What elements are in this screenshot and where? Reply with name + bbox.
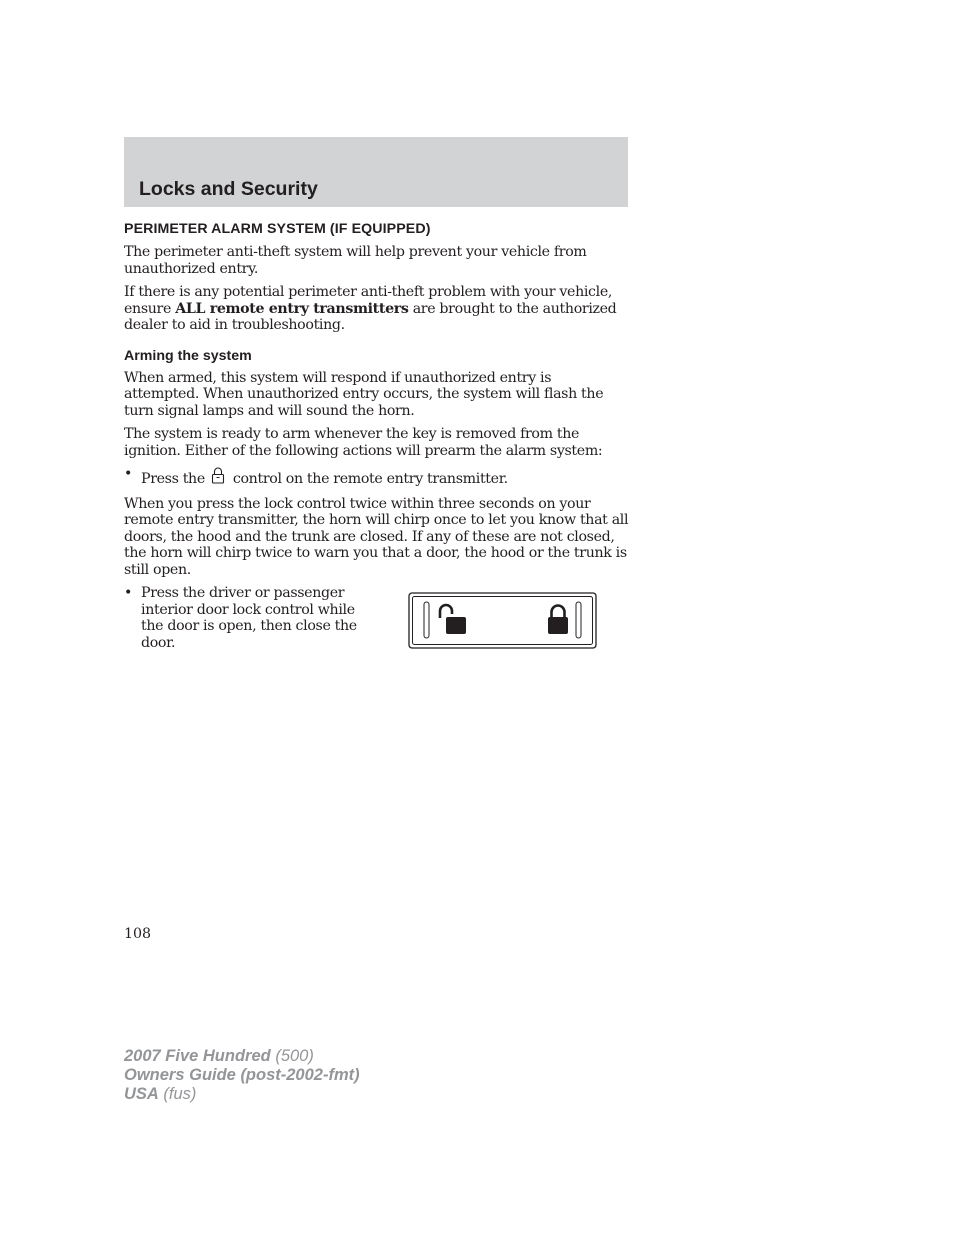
document-footer (124, 1047, 360, 1104)
bullet-text (141, 466, 508, 488)
chapter-title: Locks and Security (139, 178, 318, 200)
bullet-text-after: control on the remote entry transmitter. (232, 471, 508, 487)
footer-line-2 (124, 1066, 360, 1085)
door-lock-row (124, 585, 630, 659)
footer-line-3 (124, 1085, 360, 1104)
bullet-item-remote (124, 466, 630, 488)
footer-model-code: (500) (270, 1047, 314, 1065)
unlocked-padlock-icon (440, 605, 466, 634)
footer-line-1 (124, 1047, 360, 1066)
section-heading: PERIMETER ALARM SYSTEM (IF EQUIPPED) (124, 221, 431, 237)
bullet-symbol: • (124, 585, 133, 601)
subsection-heading: Arming the system (124, 347, 252, 364)
paragraph-text: are brought to the authorized dealer to aid in troubleshooting. (124, 300, 617, 333)
paragraph-text: If there is any potential perimeter anti-theft problem with your vehicle, ensure (124, 284, 613, 317)
page-content (124, 221, 630, 659)
footer-market: USA (124, 1085, 159, 1103)
section-paragraph-2 (124, 284, 630, 334)
section-paragraph-1: The perimeter anti-theft system will help prevent your vehicle from unauthorized entry. (124, 244, 587, 277)
footer-guide: Owners Guide (post-2002-fmt) (124, 1066, 360, 1084)
footer-model: 2007 Five Hundred (124, 1047, 271, 1065)
padlock-icon (209, 466, 227, 484)
arming-paragraph-1: When armed, this system will respond if unauthorized entry is attempted. When unauthorized entry occurs, the system will flash the turn signal lamps and will sound the horn. (124, 369, 604, 419)
arming-paragraph-3: When you press the lock control twice within three seconds on your remote entry transmitter, the horn will chirp once to let you know that all doors, the hood and the trunk are closed. If any of these are not closed, the horn will chirp twice to warn you that a door, the hood or the trunk is still open. (124, 495, 629, 578)
footer-market-code: (fus) (158, 1085, 197, 1103)
door-lock-switch-illustration (408, 592, 598, 650)
bullet-text-before: Press the (141, 471, 205, 487)
emphasis-text: ALL remote entry transmitters (175, 300, 409, 317)
bullet-symbol: • (124, 466, 133, 482)
chapter-header-band (124, 137, 628, 207)
page-number: 108 (124, 926, 152, 942)
locked-padlock-icon (548, 606, 568, 635)
arming-paragraph-2: The system is ready to arm whenever the key is removed from the ignition. Either of the following actions will prearm the alarm system: (124, 426, 603, 459)
bullet-text: Press the driver or passenger interior door lock control while the door is open, then close the door. (141, 585, 357, 651)
bullet-item-door-lock (124, 585, 364, 651)
